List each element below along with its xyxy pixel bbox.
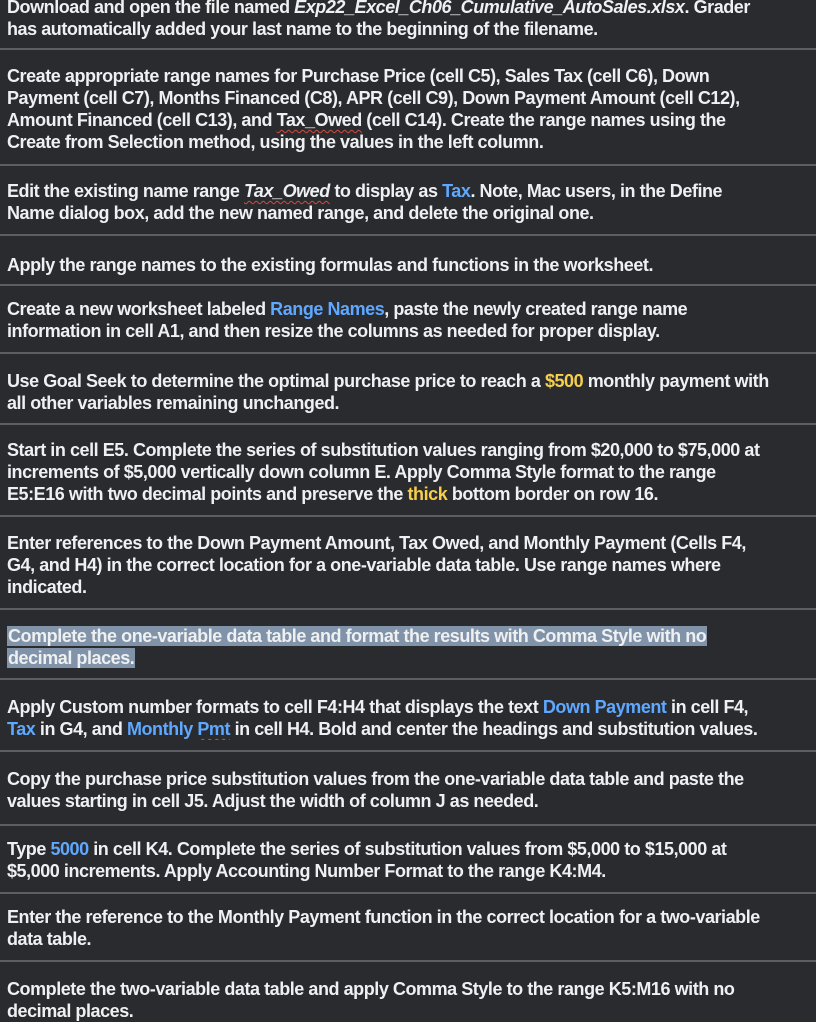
step-11-copy-values bbox=[0, 768, 816, 812]
step-text: Enter references to the Down Payment Amount, Tax Owed, and Monthly Payment (Cells F4, bbox=[7, 533, 746, 553]
step-text: has automatically added your last name to the beginning of the filename. bbox=[7, 19, 598, 39]
divider bbox=[0, 234, 816, 236]
divider bbox=[0, 960, 816, 962]
step-text: Enter the reference to the Monthly Payment function in the correct location for a two-variable bbox=[7, 907, 760, 927]
step-1-download-file bbox=[0, 0, 816, 40]
divider bbox=[0, 352, 816, 354]
step-7-substitution-values bbox=[0, 439, 816, 505]
step-text: monthly payment with bbox=[583, 371, 769, 391]
keyword-monthly: Monthly bbox=[126, 719, 198, 739]
step-text: Start in cell E5. Complete the series of substitution values ranging from $20,000 to $75,000 at bbox=[7, 440, 760, 460]
step-text: Create from Selection method, using the values in the left column. bbox=[7, 132, 544, 152]
step-text: information in cell A1, and then resize the columns as needed for proper display. bbox=[7, 321, 660, 341]
step-3-edit-name-range bbox=[0, 180, 816, 224]
step-5-new-worksheet bbox=[0, 298, 816, 342]
step-8-enter-references bbox=[0, 532, 816, 598]
step-text: , paste the newly created range name bbox=[384, 299, 688, 319]
step-text: $5,000 increments. Apply Accounting Number Format to the range K4:M4. bbox=[7, 861, 606, 881]
step-12-type-5000 bbox=[0, 838, 816, 882]
step-text: Copy the purchase price substitution values from the one-variable data table and paste the bbox=[7, 769, 744, 789]
step-9-one-variable-table bbox=[0, 625, 816, 669]
step-text: . Note, Mac users, in the Define bbox=[470, 181, 723, 201]
step-text: decimal places. bbox=[7, 1001, 134, 1021]
step-text: G4, and H4) in the correct location for a one-variable data table. Use range names where bbox=[7, 555, 721, 575]
keyword-5000: 5000 bbox=[50, 839, 89, 859]
step-text: in cell H4. Bold and center the headings and substitution values. bbox=[230, 719, 758, 739]
divider bbox=[0, 48, 816, 50]
keyword-pmt: Pmt bbox=[197, 719, 231, 739]
step-14-two-variable-table bbox=[0, 978, 816, 1022]
step-text: indicated. bbox=[7, 577, 87, 597]
step-text: Complete the two-variable data table and apply Comma Style to the range K5:M16 with no bbox=[7, 979, 735, 999]
step-6-goal-seek bbox=[0, 370, 816, 414]
divider bbox=[0, 515, 816, 517]
step-text: Name dialog box, add the new named range, and delete the original one. bbox=[7, 203, 594, 223]
divider bbox=[0, 164, 816, 166]
step-4-apply-range-names bbox=[0, 254, 816, 276]
divider bbox=[0, 892, 816, 894]
step-10-custom-number-formats bbox=[0, 696, 816, 740]
keyword-tax: Tax bbox=[442, 181, 471, 201]
keyword-down-payment: Down Payment bbox=[542, 697, 667, 717]
step-text: Apply Custom number formats to cell F4:H4 that displays the text bbox=[7, 697, 543, 717]
keyword-thick: thick bbox=[407, 484, 448, 504]
divider bbox=[0, 750, 816, 752]
step-text: all other variables remaining unchanged. bbox=[7, 393, 340, 413]
divider bbox=[0, 423, 816, 425]
selected-text: decimal places. bbox=[8, 648, 135, 668]
step-text: in G4, and bbox=[35, 719, 127, 739]
step-text: Create a new worksheet labeled bbox=[7, 299, 271, 319]
step-text: bottom border on row 16. bbox=[447, 484, 659, 504]
step-text: Use Goal Seek to determine the optimal purchase price to reach a bbox=[7, 371, 545, 391]
range-name-tax-owed: Tax_Owed bbox=[276, 110, 362, 130]
step-text: data table. bbox=[7, 929, 92, 949]
step-text: . Grader bbox=[684, 0, 750, 17]
keyword-range-names: Range Names bbox=[270, 299, 385, 319]
step-text: (cell C14). Create the range names using the bbox=[361, 110, 726, 130]
step-text: in cell K4. Complete the series of substitution values from $5,000 to $15,000 at bbox=[88, 839, 727, 859]
divider bbox=[0, 824, 816, 826]
step-text: Apply the range names to the existing formulas and functions in the worksheet. bbox=[7, 255, 654, 275]
step-text: Payment (cell C7), Months Financed (C8), APR (cell C9), Down Payment Amount (cell C12), bbox=[7, 88, 740, 108]
step-text: Download and open the file named bbox=[7, 0, 295, 17]
step-text: in cell F4, bbox=[666, 697, 749, 717]
step-text: Create appropriate range names for Purchase Price (cell C5), Sales Tax (cell C6), Down bbox=[7, 66, 710, 86]
selected-text: Complete the one-variable data table and format the results with Comma Style with no bbox=[8, 626, 707, 646]
divider bbox=[0, 284, 816, 286]
keyword-tax: Tax bbox=[7, 719, 36, 739]
step-text: increments of $5,000 vertically down column E. Apply Comma Style format to the range bbox=[7, 462, 716, 482]
filename-text: Exp22_Excel_Ch06_Cumulative_AutoSales.xlsx bbox=[294, 0, 685, 17]
range-name-tax-owed: Tax_Owed bbox=[244, 181, 330, 201]
step-text: Amount Financed (cell C13), and bbox=[7, 110, 277, 130]
step-text: Edit the existing name range bbox=[7, 181, 245, 201]
divider bbox=[0, 678, 816, 680]
step-2-create-range-names bbox=[0, 65, 816, 153]
step-13-monthly-payment-reference bbox=[0, 906, 816, 950]
step-text: values starting in cell J5. Adjust the width of column J as needed. bbox=[7, 791, 539, 811]
step-text: Type bbox=[7, 839, 51, 859]
divider bbox=[0, 608, 816, 610]
step-text: to display as bbox=[329, 181, 443, 201]
step-text: E5:E16 with two decimal points and preserve the bbox=[7, 484, 408, 504]
keyword-500: $500 bbox=[544, 371, 584, 391]
